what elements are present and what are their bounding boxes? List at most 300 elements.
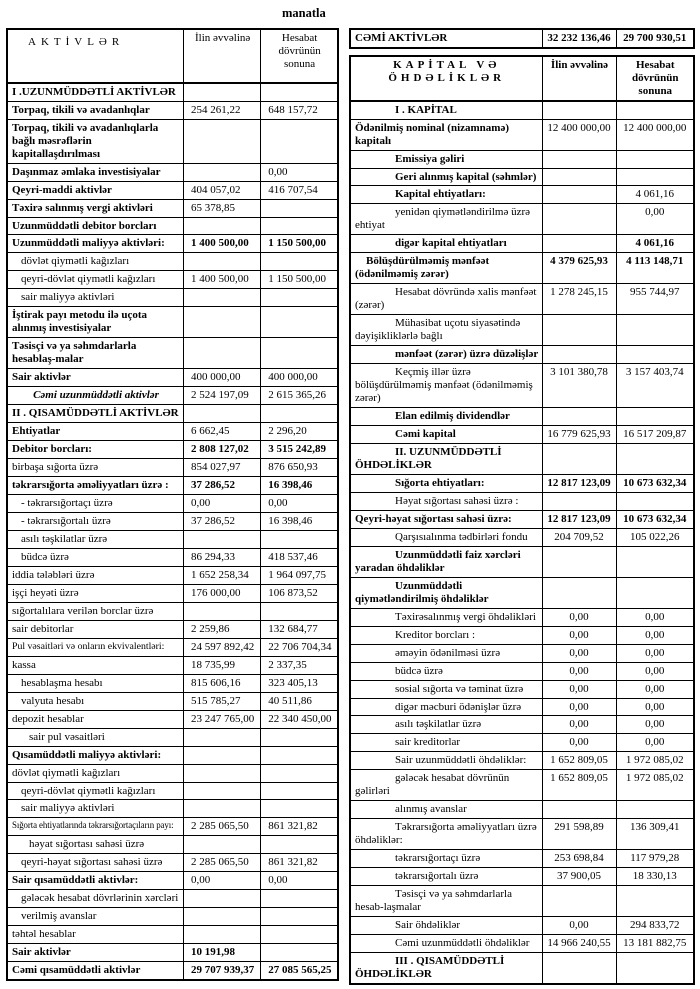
value-year-start — [542, 346, 616, 364]
value-period-end: 0,00 — [616, 644, 694, 662]
table-row — [350, 644, 694, 662]
value-period-end: 16 398,46 — [261, 477, 338, 495]
value-year-start — [542, 953, 616, 984]
value-period-end — [261, 405, 338, 423]
value-period-end — [616, 953, 694, 984]
value-period-end: 876 650,93 — [261, 459, 338, 477]
row-label: Torpaq, tikili və avadanlıqlarla bağlı məsrəflərin kapitallaşdırılması — [7, 119, 184, 163]
value-period-end: 323 405,13 — [261, 674, 338, 692]
table-row — [7, 728, 338, 746]
table-row — [350, 917, 694, 935]
value-period-end — [616, 168, 694, 186]
table-row — [7, 782, 338, 800]
value-year-start: 204 709,52 — [542, 528, 616, 546]
value-year-start: 0,00 — [542, 608, 616, 626]
value-year-start — [184, 338, 261, 369]
table-row — [7, 944, 338, 962]
value-period-end: 132 684,77 — [261, 620, 338, 638]
assets-table — [6, 28, 339, 981]
value-year-start: 0,00 — [184, 495, 261, 513]
value-period-end — [261, 764, 338, 782]
value-year-start — [542, 150, 616, 168]
table-row — [350, 474, 694, 492]
table-row — [350, 546, 694, 577]
table-row — [7, 620, 338, 638]
value-period-end: 0,00 — [616, 734, 694, 752]
table-row — [7, 405, 338, 423]
value-year-start — [184, 217, 261, 235]
value-year-start: 2 808 127,02 — [184, 441, 261, 459]
value-year-start: 253 698,84 — [542, 850, 616, 868]
value-period-end: 4 061,16 — [616, 235, 694, 253]
value-period-end: 955 744,97 — [616, 284, 694, 315]
table-row — [350, 577, 694, 608]
row-label: Cəmi kapital — [350, 426, 542, 444]
table-row — [7, 836, 338, 854]
table-row — [7, 962, 338, 980]
value-period-end: 861 321,82 — [261, 818, 338, 836]
value-period-end — [616, 886, 694, 917]
table-row — [7, 926, 338, 944]
value-year-start: 0,00 — [184, 872, 261, 890]
table-row — [7, 83, 338, 101]
value-period-end: 294 833,72 — [616, 917, 694, 935]
table-row — [350, 935, 694, 953]
table-row — [7, 908, 338, 926]
value-year-start — [542, 443, 616, 474]
value-period-end: 400 000,00 — [261, 369, 338, 387]
value-year-start: 4 379 625,93 — [542, 253, 616, 284]
value-period-end — [261, 800, 338, 818]
value-period-end: 16 517 209,87 — [616, 426, 694, 444]
value-year-start — [542, 886, 616, 917]
value-period-end: 117 979,28 — [616, 850, 694, 868]
value-year-start — [542, 101, 616, 119]
row-label: Uzunmüddətli maliyyə aktivləri: — [7, 235, 184, 253]
table-row — [7, 584, 338, 602]
value-period-end: 1 972 085,02 — [616, 770, 694, 801]
row-label: dövlət qiymətli kağızları — [7, 764, 184, 782]
value-year-start — [542, 492, 616, 510]
value-period-end — [261, 217, 338, 235]
value-year-start: 14 966 240,55 — [542, 935, 616, 953]
value-year-start: 2 285 065,50 — [184, 818, 261, 836]
value-year-start — [542, 204, 616, 235]
value-year-start — [542, 235, 616, 253]
table-row — [7, 101, 338, 119]
value-year-start: 16 779 625,93 — [542, 426, 616, 444]
table-row — [7, 338, 338, 369]
value-period-end — [261, 338, 338, 369]
table-row — [350, 662, 694, 680]
value-period-end: 648 157,72 — [261, 101, 338, 119]
value-period-end: 27 085 565,25 — [261, 962, 338, 980]
row-label: Cəmi uzunmüddətli öhdəliklər — [350, 935, 542, 953]
row-label: Kapital ehtiyatları: — [350, 186, 542, 204]
value-period-end: 0,00 — [616, 608, 694, 626]
table-row — [7, 235, 338, 253]
value-year-start — [542, 801, 616, 819]
row-label: həyat sığortası sahəsi üzrə — [7, 836, 184, 854]
column-header-year-start: İlin əvvəlinə — [184, 29, 261, 83]
value-year-start — [184, 307, 261, 338]
value-year-start: 0,00 — [542, 644, 616, 662]
row-label: Sair qısamüddətli aktivlər: — [7, 872, 184, 890]
value-year-start — [184, 405, 261, 423]
table-row — [7, 217, 338, 235]
row-label: təhtəl hesablar — [7, 926, 184, 944]
value-period-end — [261, 836, 338, 854]
liabilities-title: KAPİTAL VƏ ÖHDƏLİKLƏR — [350, 56, 542, 101]
row-label: Qısamüddətli maliyyə aktivləri: — [7, 746, 184, 764]
liabilities-rows — [350, 101, 694, 984]
row-label: Uzunmüddətli debitor borcları — [7, 217, 184, 235]
table-row — [7, 441, 338, 459]
table-row — [350, 608, 694, 626]
row-label: Keçmiş illər üzrə bölüşdürülməmiş mənfəət (ödənilməmiş zərər) — [350, 364, 542, 408]
table-row — [350, 408, 694, 426]
row-label: Pul vəsaitləri və onların ekvivalentləri: — [7, 638, 184, 656]
table-row — [7, 674, 338, 692]
row-label: valyuta hesabı — [7, 692, 184, 710]
row-label: digər məcburi ödənişlər üzrə — [350, 698, 542, 716]
table-row — [350, 186, 694, 204]
value-year-start: 291 598,89 — [542, 819, 616, 850]
row-label: Torpaq, tikili və avadanlıqlar — [7, 101, 184, 119]
value-year-start — [184, 908, 261, 926]
value-year-start: 1 652 809,05 — [542, 770, 616, 801]
value-period-end: 416 707,54 — [261, 181, 338, 199]
value-year-start: 65 378,85 — [184, 199, 261, 217]
row-label: sığortalılara verilən borclar üzrə — [7, 602, 184, 620]
table-row — [350, 492, 694, 510]
table-row — [7, 764, 338, 782]
value-period-end: 418 537,46 — [261, 548, 338, 566]
table-row — [7, 854, 338, 872]
row-label: sair maliyyə aktivləri — [7, 289, 184, 307]
total-assets-row — [350, 29, 694, 48]
table-row — [7, 423, 338, 441]
row-label: CƏMİ AKTİVLƏR — [350, 29, 542, 48]
row-label: iddia tələbləri üzrə — [7, 566, 184, 584]
table-row — [7, 369, 338, 387]
row-label: II . QISAMÜDDƏTLİ AKTİVLƏR — [7, 405, 184, 423]
table-row — [350, 680, 694, 698]
table-row — [7, 710, 338, 728]
row-label: İştirak payı metodu ilə uçota alınmış investisiyalar — [7, 307, 184, 338]
assets-column — [6, 28, 339, 981]
table-row — [7, 495, 338, 513]
value-year-start: 3 101 380,78 — [542, 364, 616, 408]
row-label: gələcək hesabat dövrlərinin xərcləri — [7, 890, 184, 908]
value-period-end — [261, 944, 338, 962]
table-row — [350, 752, 694, 770]
value-period-end — [616, 315, 694, 346]
value-period-end: 40 511,86 — [261, 692, 338, 710]
value-period-end: 0,00 — [616, 698, 694, 716]
row-label: Qarşısıalınma tədbirləri fondu — [350, 528, 542, 546]
value-year-start — [542, 168, 616, 186]
value-period-end: 10 673 632,34 — [616, 474, 694, 492]
value-period-end — [616, 492, 694, 510]
table-row — [7, 566, 338, 584]
table-row — [7, 459, 338, 477]
value-year-start: 1 652 809,05 — [542, 752, 616, 770]
table-row — [7, 656, 338, 674]
row-label: sosial sığorta və təminat üzrə — [350, 680, 542, 698]
value-period-end — [616, 150, 694, 168]
value-year-start: 2 285 065,50 — [184, 854, 261, 872]
value-period-end — [261, 602, 338, 620]
row-label: Təxirəsalınmış vergi öhdəlikləri — [350, 608, 542, 626]
row-label: təkrarsığortaçı üzrə — [350, 850, 542, 868]
value-period-end — [616, 801, 694, 819]
value-period-end — [261, 746, 338, 764]
row-label: Elan edilmiş dividendlər — [350, 408, 542, 426]
value-period-end — [261, 530, 338, 548]
row-label: digər kapital ehtiyatları — [350, 235, 542, 253]
value-year-start: 0,00 — [542, 626, 616, 644]
value-year-start — [184, 253, 261, 271]
value-period-end — [261, 83, 338, 101]
row-label: Sığorta ehtiyatlarında təkrarsığortaçıların payı: — [7, 818, 184, 836]
value-period-end — [616, 101, 694, 119]
row-label: sair kreditorlar — [350, 734, 542, 752]
row-label: Bölüşdürülməmiş mənfəət (ödənilməmiş zərər) — [350, 253, 542, 284]
row-label: Sair aktivlər — [7, 944, 184, 962]
table-row — [350, 886, 694, 917]
table-row — [350, 510, 694, 528]
row-label: Qeyri-maddi aktivlər — [7, 181, 184, 199]
table-row — [350, 734, 694, 752]
value-year-start — [184, 163, 261, 181]
row-label: Geri alınmış kapital (səhmlər) — [350, 168, 542, 186]
value-year-start: 0,00 — [542, 680, 616, 698]
value-year-start — [184, 782, 261, 800]
value-year-start: 12 817 123,09 — [542, 510, 616, 528]
page-body — [6, 28, 694, 985]
row-label: sair pul vəsaitləri — [7, 728, 184, 746]
value-year-start: 404 057,02 — [184, 181, 261, 199]
value-period-end: 1 150 500,00 — [261, 271, 338, 289]
value-year-start — [184, 119, 261, 163]
row-label: Qeyri-həyat sığortası sahəsi üzrə: — [350, 510, 542, 528]
value-period-end: 3 515 242,89 — [261, 441, 338, 459]
value-period-end — [261, 728, 338, 746]
total-assets-table — [349, 28, 695, 49]
column-header-year-start: İlin əvvəlinə — [542, 56, 616, 101]
row-label: Uzunmüddətli qiymətləndirilmiş öhdəliklər — [350, 577, 542, 608]
row-label: dövlət qiymətli kağızları — [7, 253, 184, 271]
row-label: I . KAPİTAL — [350, 101, 542, 119]
table-row — [350, 626, 694, 644]
row-label: birbaşa sığorta üzrə — [7, 459, 184, 477]
value-year-start: 176 000,00 — [184, 584, 261, 602]
value-period-end: 29 700 930,51 — [616, 29, 694, 48]
value-period-end: 4 113 148,71 — [616, 253, 694, 284]
row-label: Sair uzunmüddətli öhdəliklər: — [350, 752, 542, 770]
value-year-start: 86 294,33 — [184, 548, 261, 566]
table-row — [350, 150, 694, 168]
value-year-start: 18 735,99 — [184, 656, 261, 674]
row-label: Hesabat dövründə xalis mənfəət (zərər) — [350, 284, 542, 315]
value-year-start: 0,00 — [542, 716, 616, 734]
value-year-start — [184, 530, 261, 548]
value-year-start: 0,00 — [542, 734, 616, 752]
value-year-start: 37 900,05 — [542, 868, 616, 886]
value-year-start — [542, 408, 616, 426]
column-header-period-end: Hesabat dövrünün sonuna — [616, 56, 694, 101]
table-row — [7, 271, 338, 289]
value-period-end: 2 615 365,26 — [261, 387, 338, 405]
value-year-start: 854 027,97 — [184, 459, 261, 477]
value-period-end: 18 330,13 — [616, 868, 694, 886]
row-label: mənfəət (zərər) üzrə düzəlişlər — [350, 346, 542, 364]
row-label: qeyri-həyat sığortası sahəsi üzrə — [7, 854, 184, 872]
row-label: Təxirə salınmış vergi aktivləri — [7, 199, 184, 217]
value-period-end — [261, 253, 338, 271]
value-year-start: 1 278 245,15 — [542, 284, 616, 315]
value-year-start — [184, 836, 261, 854]
value-year-start: 37 286,52 — [184, 477, 261, 495]
row-label: Təkrarsığorta əməliyyatları üzrə öhdəliklər: — [350, 819, 542, 850]
value-period-end — [261, 782, 338, 800]
row-label: əməyin ödənilməsi üzrə — [350, 644, 542, 662]
row-label: Kreditor borcları : — [350, 626, 542, 644]
assets-header-row — [7, 29, 338, 83]
table-row — [7, 387, 338, 405]
assets-rows — [7, 83, 338, 980]
value-year-start: 2 524 197,09 — [184, 387, 261, 405]
value-year-start: 12 400 000,00 — [542, 119, 616, 150]
value-year-start: 1 400 500,00 — [184, 235, 261, 253]
table-row — [7, 872, 338, 890]
value-year-start: 815 606,16 — [184, 674, 261, 692]
table-row — [7, 119, 338, 163]
row-label: Debitor borcları: — [7, 441, 184, 459]
value-period-end: 0,00 — [261, 872, 338, 890]
row-label: sair maliyyə aktivləri — [7, 800, 184, 818]
value-year-start — [542, 546, 616, 577]
value-period-end: 3 157 403,74 — [616, 364, 694, 408]
row-label: - təkrarsığortaçı üzrə — [7, 495, 184, 513]
value-year-start: 12 817 123,09 — [542, 474, 616, 492]
value-period-end: 22 706 704,34 — [261, 638, 338, 656]
row-label: Ödənilmiş nominal (nizamnamə) kapitalı — [350, 119, 542, 150]
table-row — [7, 530, 338, 548]
value-period-end: 16 398,46 — [261, 512, 338, 530]
value-year-start: 0,00 — [542, 662, 616, 680]
value-year-start: 254 261,22 — [184, 101, 261, 119]
value-period-end — [616, 546, 694, 577]
row-label: sair debitorlar — [7, 620, 184, 638]
value-year-start — [184, 83, 261, 101]
table-row — [7, 307, 338, 338]
table-row — [350, 770, 694, 801]
value-year-start: 6 662,45 — [184, 423, 261, 441]
row-label: Təsisçi və ya səhmdarlarla hesablaş-malar — [7, 338, 184, 369]
table-row — [350, 168, 694, 186]
value-period-end — [616, 346, 694, 364]
value-year-start — [184, 764, 261, 782]
value-period-end: 2 337,35 — [261, 656, 338, 674]
table-row — [350, 346, 694, 364]
value-year-start — [184, 728, 261, 746]
value-period-end — [261, 289, 338, 307]
table-row — [7, 253, 338, 271]
row-label: asılı təşkilatlar üzrə — [350, 716, 542, 734]
value-period-end: 106 873,52 — [261, 584, 338, 602]
value-period-end: 0,00 — [616, 680, 694, 698]
table-row — [350, 528, 694, 546]
value-year-start: 10 191,98 — [184, 944, 261, 962]
value-year-start — [542, 577, 616, 608]
row-label: yenidən qiymətləndirilmə üzrə ehtiyat — [350, 204, 542, 235]
row-label: büdcə üzrə — [350, 662, 542, 680]
row-label: qeyri-dövlət qiymətli kağızları — [7, 271, 184, 289]
value-period-end: 2 296,20 — [261, 423, 338, 441]
value-year-start — [184, 289, 261, 307]
value-period-end: 861 321,82 — [261, 854, 338, 872]
row-label: işçi heyəti üzrə — [7, 584, 184, 602]
table-row — [7, 181, 338, 199]
value-period-end: 105 022,26 — [616, 528, 694, 546]
table-row — [350, 801, 694, 819]
value-period-end: 0,00 — [616, 204, 694, 235]
value-year-start — [184, 746, 261, 764]
value-period-end: 1 150 500,00 — [261, 235, 338, 253]
table-row — [7, 289, 338, 307]
value-period-end — [261, 307, 338, 338]
value-period-end: 22 340 450,00 — [261, 710, 338, 728]
table-row — [350, 850, 694, 868]
table-row — [350, 426, 694, 444]
value-period-end: 1 972 085,02 — [616, 752, 694, 770]
value-year-start — [184, 800, 261, 818]
row-label: kassa — [7, 656, 184, 674]
unit-label: manatla — [282, 6, 326, 20]
row-label: Cəmi qısamüddətli aktivlər — [7, 962, 184, 980]
value-period-end: 10 673 632,34 — [616, 510, 694, 528]
table-row — [350, 284, 694, 315]
row-label: büdcə üzrə — [7, 548, 184, 566]
table-row — [7, 746, 338, 764]
row-label: Emissiya gəliri — [350, 150, 542, 168]
row-label: Həyat sığortası sahəsi üzrə : — [350, 492, 542, 510]
table-row — [7, 818, 338, 836]
value-year-start: 2 259,86 — [184, 620, 261, 638]
row-label: Təsisçi və ya səhmdarlarla hesab-laşmalar — [350, 886, 542, 917]
value-year-start: 32 232 136,46 — [542, 29, 616, 48]
row-label: təkrarsığortalı üzrə — [350, 868, 542, 886]
value-period-end — [616, 443, 694, 474]
value-period-end: 13 181 882,75 — [616, 935, 694, 953]
row-label: Sair öhdəliklər — [350, 917, 542, 935]
value-year-start: 29 707 939,37 — [184, 962, 261, 980]
value-year-start: 0,00 — [542, 698, 616, 716]
value-period-end: 0,00 — [616, 716, 694, 734]
value-year-start — [184, 602, 261, 620]
column-header-period-end: Hesabat dövrünün sonuna — [261, 29, 338, 83]
value-year-start: 1 652 258,34 — [184, 566, 261, 584]
table-row — [350, 443, 694, 474]
row-label: qeyri-dövlət qiymətli kağızları — [7, 782, 184, 800]
table-row — [7, 548, 338, 566]
table-row — [7, 890, 338, 908]
row-label: depozit hesablar — [7, 710, 184, 728]
row-label: təkrarsığorta əməliyyatları üzrə : — [7, 477, 184, 495]
value-period-end — [261, 890, 338, 908]
